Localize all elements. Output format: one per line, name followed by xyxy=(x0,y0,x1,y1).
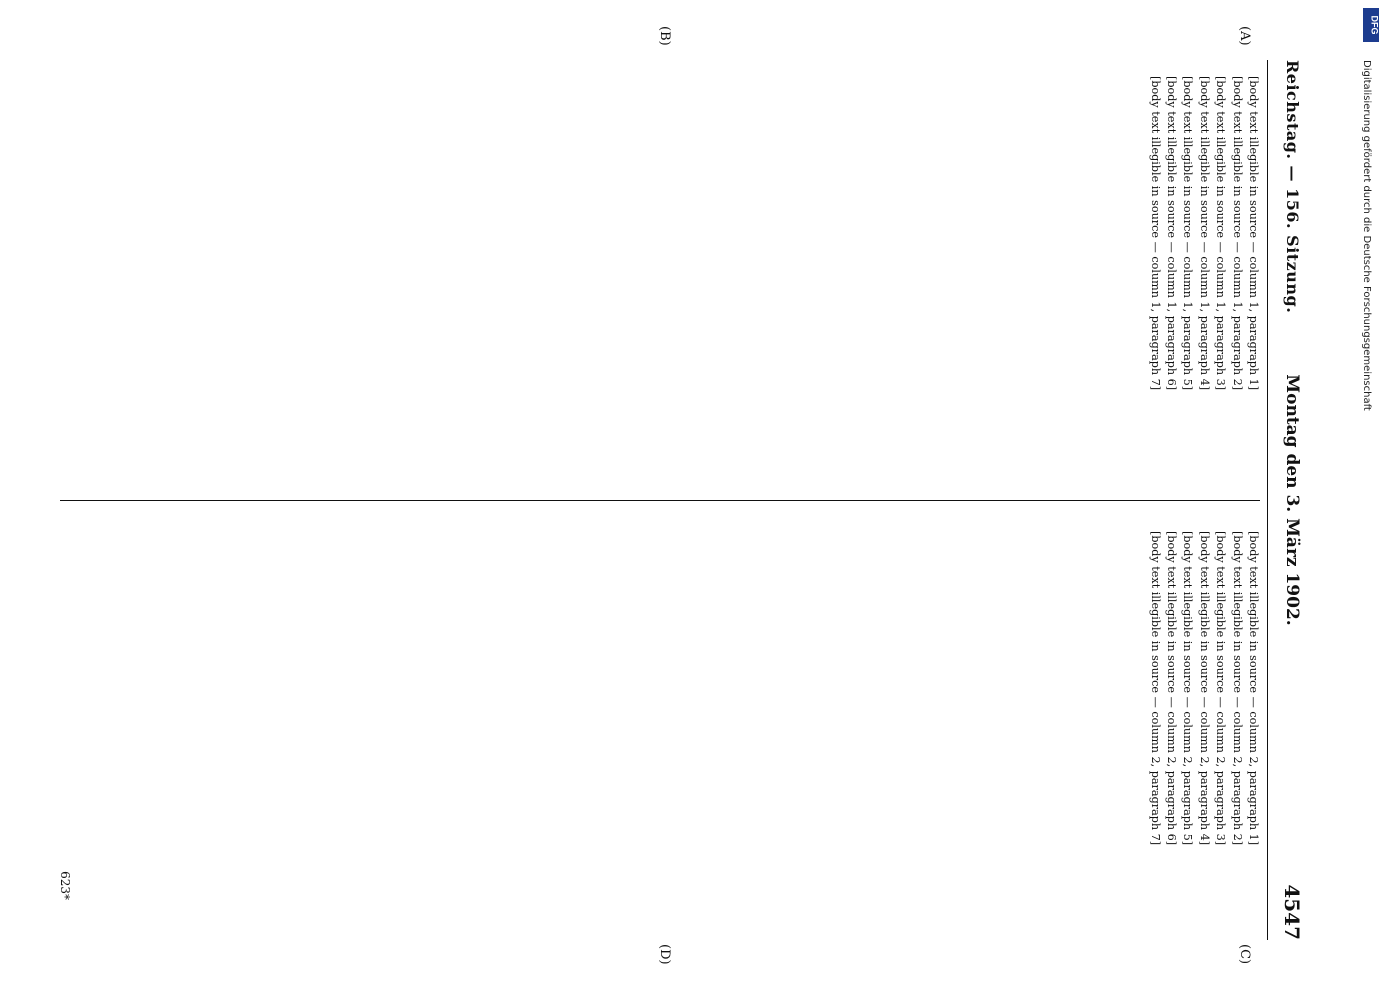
margin-marker-b: (B) xyxy=(657,26,672,46)
margin-marker-a: (A) xyxy=(1237,26,1252,46)
paragraph: [body text illegible in source — column 1, paragraph 6] xyxy=(1164,76,1178,391)
margin-marker-c: (C) xyxy=(1237,944,1252,965)
paragraph: [body text illegible in source — column 1, paragraph 4] xyxy=(1197,76,1211,391)
paragraph: [body text illegible in source — column 2, paragraph 5] xyxy=(1181,531,1195,846)
paragraph: [body text illegible in source — column 2, paragraph 1] xyxy=(1247,531,1260,846)
paragraph: [body text illegible in source — column 2, paragraph 3] xyxy=(1214,531,1228,846)
paragraph: [body text illegible in source — column 2, paragraph 7] xyxy=(1148,531,1162,846)
print-signature: 623* xyxy=(58,871,72,900)
digitization-credit: Digitalisierung gefördert durch die Deutsche Forschungsgemeinschaft xyxy=(1361,60,1372,411)
paragraph: [body text illegible in source — column 2, paragraph 6] xyxy=(1164,531,1178,846)
dfg-logo-text: DFG xyxy=(1369,15,1380,35)
paragraph: [body text illegible in source — column 1, paragraph 5] xyxy=(1181,76,1195,391)
paragraph: [body text illegible in source — column 2, paragraph 2] xyxy=(1230,531,1244,846)
header-date: Montag den 3. März 1902. xyxy=(1282,374,1302,626)
page-number: 4547 xyxy=(1280,884,1304,940)
running-header xyxy=(1268,60,1312,940)
rotated-page-frame xyxy=(52,26,1312,965)
dfg-logo xyxy=(1363,8,1379,42)
paragraph: [body text illegible in source — column 2, paragraph 4] xyxy=(1197,531,1211,846)
margin-marker-d: (D) xyxy=(657,944,672,965)
header-rule xyxy=(1267,60,1268,940)
header-session: Reichstag. — 156. Sitzung. xyxy=(1283,60,1302,314)
text-column-left xyxy=(60,60,1260,485)
paragraph: [body text illegible in source — column 1, paragraph 3] xyxy=(1214,76,1228,391)
paragraph: [body text illegible in source — column 1, paragraph 1] xyxy=(1247,76,1260,391)
column-divider xyxy=(60,500,1260,501)
text-column-right xyxy=(60,515,1260,940)
paragraph: [body text illegible in source — column 1, paragraph 2] xyxy=(1230,76,1244,391)
paragraph: [body text illegible in source — column 1, paragraph 7] xyxy=(1148,76,1162,391)
